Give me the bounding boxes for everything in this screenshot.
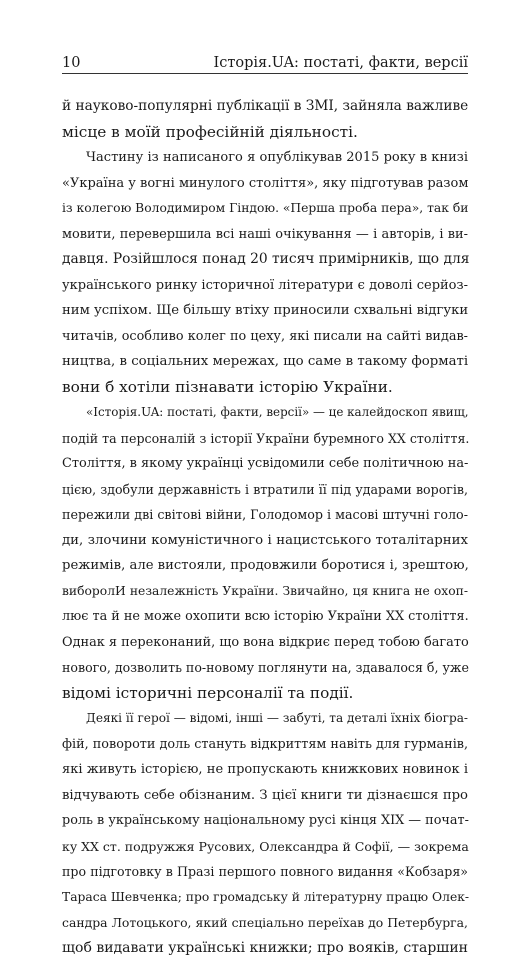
- text-line: лює та й не може охопити всю історію України XX століття.: [62, 604, 468, 630]
- text-line: читачів, особливо колег по цеху, які писали на сайті видав-: [62, 324, 468, 350]
- text-line: із колегою Володимиром Гіндою. «Перша проба пера», так би: [62, 196, 468, 222]
- text-line: й науково-популярні публікації в ЗМІ, зайняла важливе: [62, 94, 468, 120]
- text-line: які живуть історією, не пропускають книжкових новинок і: [62, 757, 468, 783]
- text-line: ку XX ст. подружжя Русових, Олександра й Софії, — зокрема: [62, 834, 468, 860]
- text-line: щоб видавати українські книжки; про вояків, старшин: [62, 936, 468, 961]
- text-line: подій та персоналій з історії України буремного XX століття.: [62, 426, 468, 452]
- text-line: «Історія.UA: постаті, факти, версії» — це калейдоскоп явищ,: [62, 400, 468, 426]
- text-line: Частину із написаного я опублікував 2015 року в книзі: [62, 145, 468, 171]
- text-line: сандра Лотоцького, який спеціально переїхав до Петербурга,: [62, 910, 468, 936]
- text-line: роль в українському національному русі кінця XIX — почат-: [62, 808, 468, 834]
- text-line: Однак я переконаний, що вона відкриє перед тобою багато: [62, 630, 468, 656]
- text-line: Тараса Шевченка; про громадську й літературну працю Олек-: [62, 885, 468, 911]
- page-number: 10: [62, 54, 80, 72]
- text-line: ництва, в соціальних мережах, що саме в такому форматі: [62, 349, 468, 375]
- text-line: мовити, перевершила всі наші очікування — і авторів, і ви-: [62, 222, 468, 248]
- text-line: виборолИ незалежність України. Звичайно, ця книга не охоп-: [62, 579, 468, 605]
- text-line: ним успіхом. Ще більшу втіху приносили схвальні відгуки: [62, 298, 468, 324]
- text-line: місце в моїй професійній діяльності.: [62, 120, 468, 146]
- header-rule: [62, 73, 468, 74]
- text-line: Деякі її герої — відомі, інші — забуті, та деталі їхніх біогра-: [62, 706, 468, 732]
- running-title: Історія.UA: постаті, факти, версії: [214, 54, 468, 72]
- text-line: фій, повороти доль стануть відкриттям навіть для гурманів,: [62, 732, 468, 758]
- text-line: пережили дві світові війни, Голодомор і масові штучні голо-: [62, 502, 468, 528]
- text-line: відомі історичні персоналії та події.: [62, 681, 468, 707]
- text-line: цією, здобули державність і втратили її під ударами ворогів,: [62, 477, 468, 503]
- text-line: давця. Розійшлося понад 20 тисяч примірників, що для: [62, 247, 468, 273]
- text-line: нового, дозволить по-новому поглянути на, здавалося б, уже: [62, 655, 468, 681]
- text-line: ди, злочини комуністичного і нацистського тоталітарних: [62, 528, 468, 554]
- text-line: «Україна у вогні минулого століття», яку підготував разом: [62, 171, 468, 197]
- text-line: про підготовку в Празі першого повного видання «Кобзаря»: [62, 859, 468, 885]
- text-line: вони б хотіли пізнавати історію України.: [62, 375, 468, 401]
- text-line: Століття, в якому українці усвідомили себе політичною на-: [62, 451, 468, 477]
- text-line: українського ринку історичної літератури є доволі серйоз-: [62, 273, 468, 299]
- running-header: [62, 50, 468, 72]
- text-line: режимів, але вистояли, продовжили боротися і, зрештою,: [62, 553, 468, 579]
- text-line: відчувають себе обізнаним. З цієї книги ти дізнаєшся про: [62, 783, 468, 809]
- body-text: [62, 94, 468, 961]
